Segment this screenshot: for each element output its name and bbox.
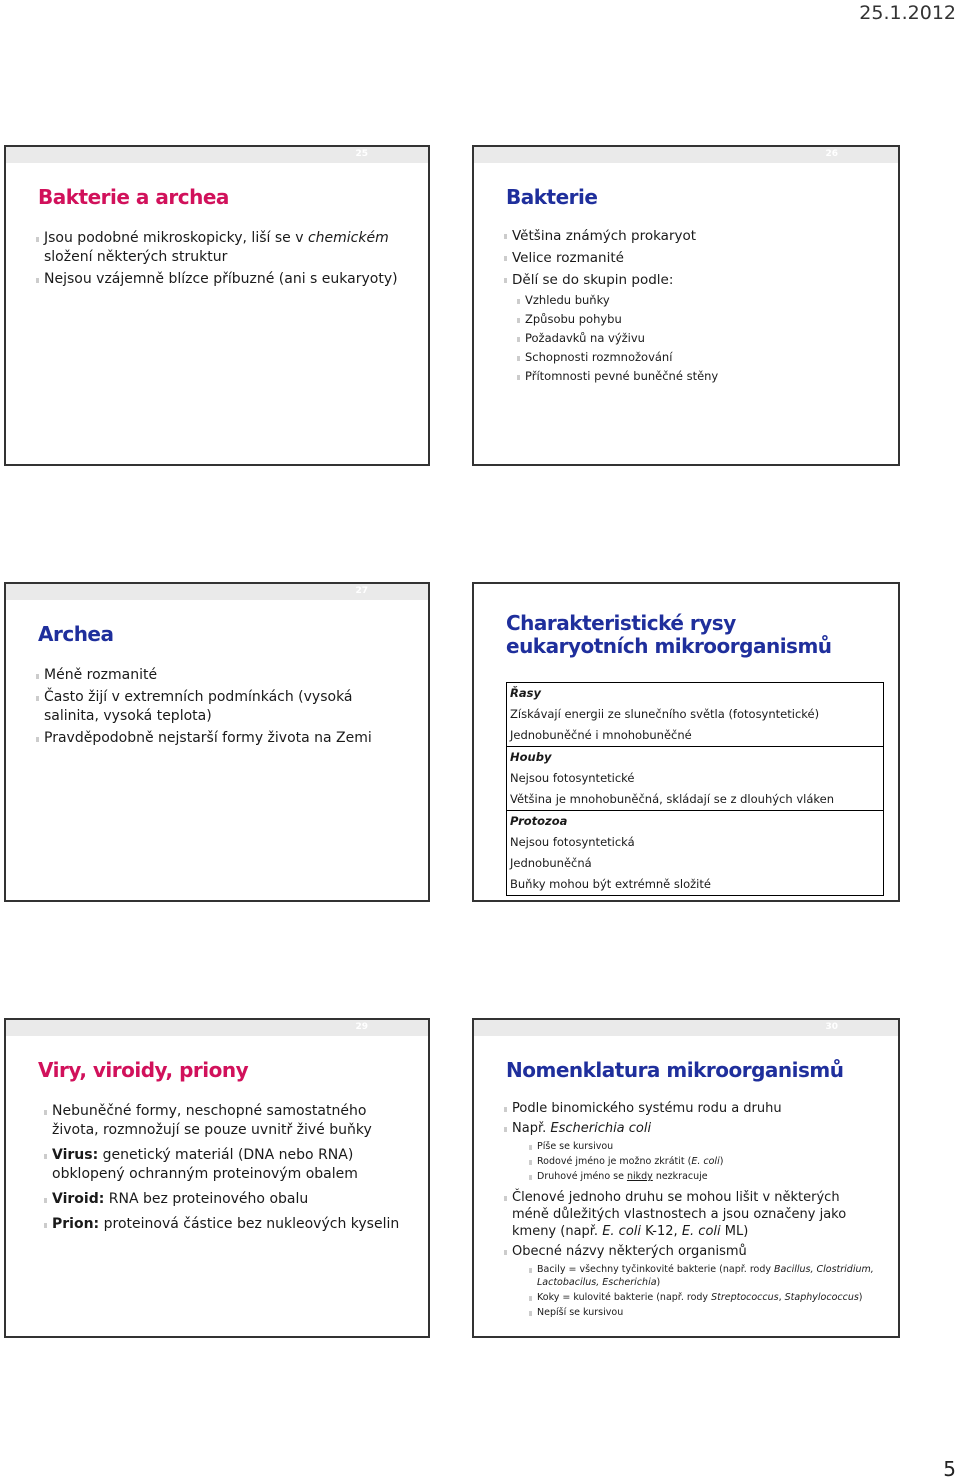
slide-bar bbox=[6, 147, 428, 163]
list-item: Dělí se do skupin podle: bbox=[504, 271, 878, 290]
page-number: 5 bbox=[943, 1457, 956, 1481]
slide-bar bbox=[6, 1020, 428, 1036]
sub-list-item: Způsobu pohybu bbox=[517, 312, 878, 327]
list-item: Často žijí v extremních podmínkách (vysoká salinita, vysoká teplota) bbox=[36, 688, 408, 726]
table-group-heading: Houby bbox=[510, 750, 552, 764]
list-item: Většina známých prokaryot bbox=[504, 227, 878, 246]
list-item: Členové jednoho druhu se mohou lišit v některých méně důležitých vlastnostech a jsou označeny jako kmeny (např. E. coli K-12, E. coli ML) bbox=[504, 1189, 878, 1240]
sub-list-item: Nepíší se kursivou bbox=[529, 1306, 878, 1319]
slide-bar bbox=[474, 147, 898, 163]
sub-list-item: Přítomnosti pevné buněčné stěny bbox=[517, 369, 878, 384]
list-item: Obecné názvy některých organismů bbox=[504, 1243, 878, 1261]
slide-title: Bakterie a archea bbox=[38, 185, 229, 209]
slide-30 bbox=[472, 1018, 900, 1338]
list-item: Jsou podobné mikroskopicky, liší se v chemickém složení některých struktur bbox=[36, 229, 408, 267]
slide-bar bbox=[6, 584, 428, 600]
list-item: Podle binomického systému rodu a druhu bbox=[504, 1100, 878, 1118]
slide-number: 26 bbox=[825, 149, 838, 159]
slide-number: 29 bbox=[355, 1022, 368, 1032]
list-item: Pravděpodobně nejstarší formy života na Zemi bbox=[36, 729, 408, 748]
table-line: Jednobuněčné i mnohobuněčné bbox=[510, 728, 692, 742]
bullet-list bbox=[44, 1102, 408, 1240]
slide-number: 30 bbox=[825, 1022, 838, 1032]
table-line: Získávají energii ze slunečního světla (fotosyntetické) bbox=[510, 707, 820, 721]
list-item: Nebuněčné formy, neschopné samostatného života, rozmnožují se pouze uvnitř živé buňky bbox=[44, 1102, 408, 1140]
bullet-list bbox=[504, 1100, 878, 1321]
slide-title: Viry, viroidy, priony bbox=[38, 1058, 249, 1082]
table-line: Nejsou fotosyntetická bbox=[510, 835, 635, 849]
list-item: Méně rozmanité bbox=[36, 666, 408, 685]
slide-title: Archea bbox=[38, 622, 114, 646]
bullet-list bbox=[36, 666, 408, 751]
list-item: Viroid: RNA bez proteinového obalu bbox=[44, 1190, 408, 1209]
bullet-list bbox=[504, 227, 878, 388]
table-group-heading: Řasy bbox=[510, 686, 541, 700]
header-date: 25.1.2012 bbox=[859, 2, 956, 24]
table-line: Jednobuněčná bbox=[510, 856, 592, 870]
slide-25 bbox=[4, 145, 430, 466]
sub-list-item: Koky = kulovité bakterie (např. rody Streptococcus, Staphylococcus) bbox=[529, 1291, 878, 1304]
sub-list-item: Rodové jméno je možno zkrátit (E. coli) bbox=[529, 1155, 878, 1168]
slide-number: 27 bbox=[355, 586, 368, 596]
slide-title: Bakterie bbox=[506, 185, 598, 209]
list-item: Např. Escherichia coli bbox=[504, 1120, 878, 1138]
sub-list-item: Schopnosti rozmnožování bbox=[517, 350, 878, 365]
table-line: Většina je mnohobuněčná, skládají se z dlouhých vláken bbox=[510, 792, 834, 806]
list-item: Nejsou vzájemně blízce příbuzné (ani s eukaryoty) bbox=[36, 270, 408, 289]
sub-list-item: Požadavků na výživu bbox=[517, 331, 878, 346]
slide-title: Charakteristické rysy eukaryotních mikroorganismů bbox=[506, 611, 832, 658]
sub-list-item: Druhové jméno se nikdy nezkracuje bbox=[529, 1170, 878, 1183]
sub-list-item: Vzhledu buňky bbox=[517, 293, 878, 308]
slide-28 bbox=[472, 582, 900, 902]
sub-list-item: Bacily = všechny tyčinkovité bakterie (např. rody Bacillus, Clostridium, Lactobacilus, Escherichia) bbox=[529, 1263, 878, 1289]
list-item: Velice rozmanité bbox=[504, 249, 878, 268]
table-line: Nejsou fotosyntetické bbox=[510, 771, 635, 785]
list-item: Virus: genetický materiál (DNA nebo RNA) obklopený ochranným proteinovým obalem bbox=[44, 1146, 408, 1184]
list-item: Prion: proteinová částice bez nukleových kyselin bbox=[44, 1215, 408, 1234]
slide-26 bbox=[472, 145, 900, 466]
bullet-list bbox=[36, 229, 408, 292]
characteristics-table bbox=[506, 682, 884, 896]
slide-bar bbox=[474, 1020, 898, 1036]
sub-list-item: Píše se kursivou bbox=[529, 1140, 878, 1153]
slide-title: Nomenklatura mikroorganismů bbox=[506, 1058, 844, 1082]
slide-number: 25 bbox=[355, 149, 368, 159]
slide-29 bbox=[4, 1018, 430, 1338]
table-line: Buňky mohou být extrémně složité bbox=[510, 877, 711, 891]
slide-27 bbox=[4, 582, 430, 902]
table-group-heading: Protozoa bbox=[510, 814, 568, 828]
